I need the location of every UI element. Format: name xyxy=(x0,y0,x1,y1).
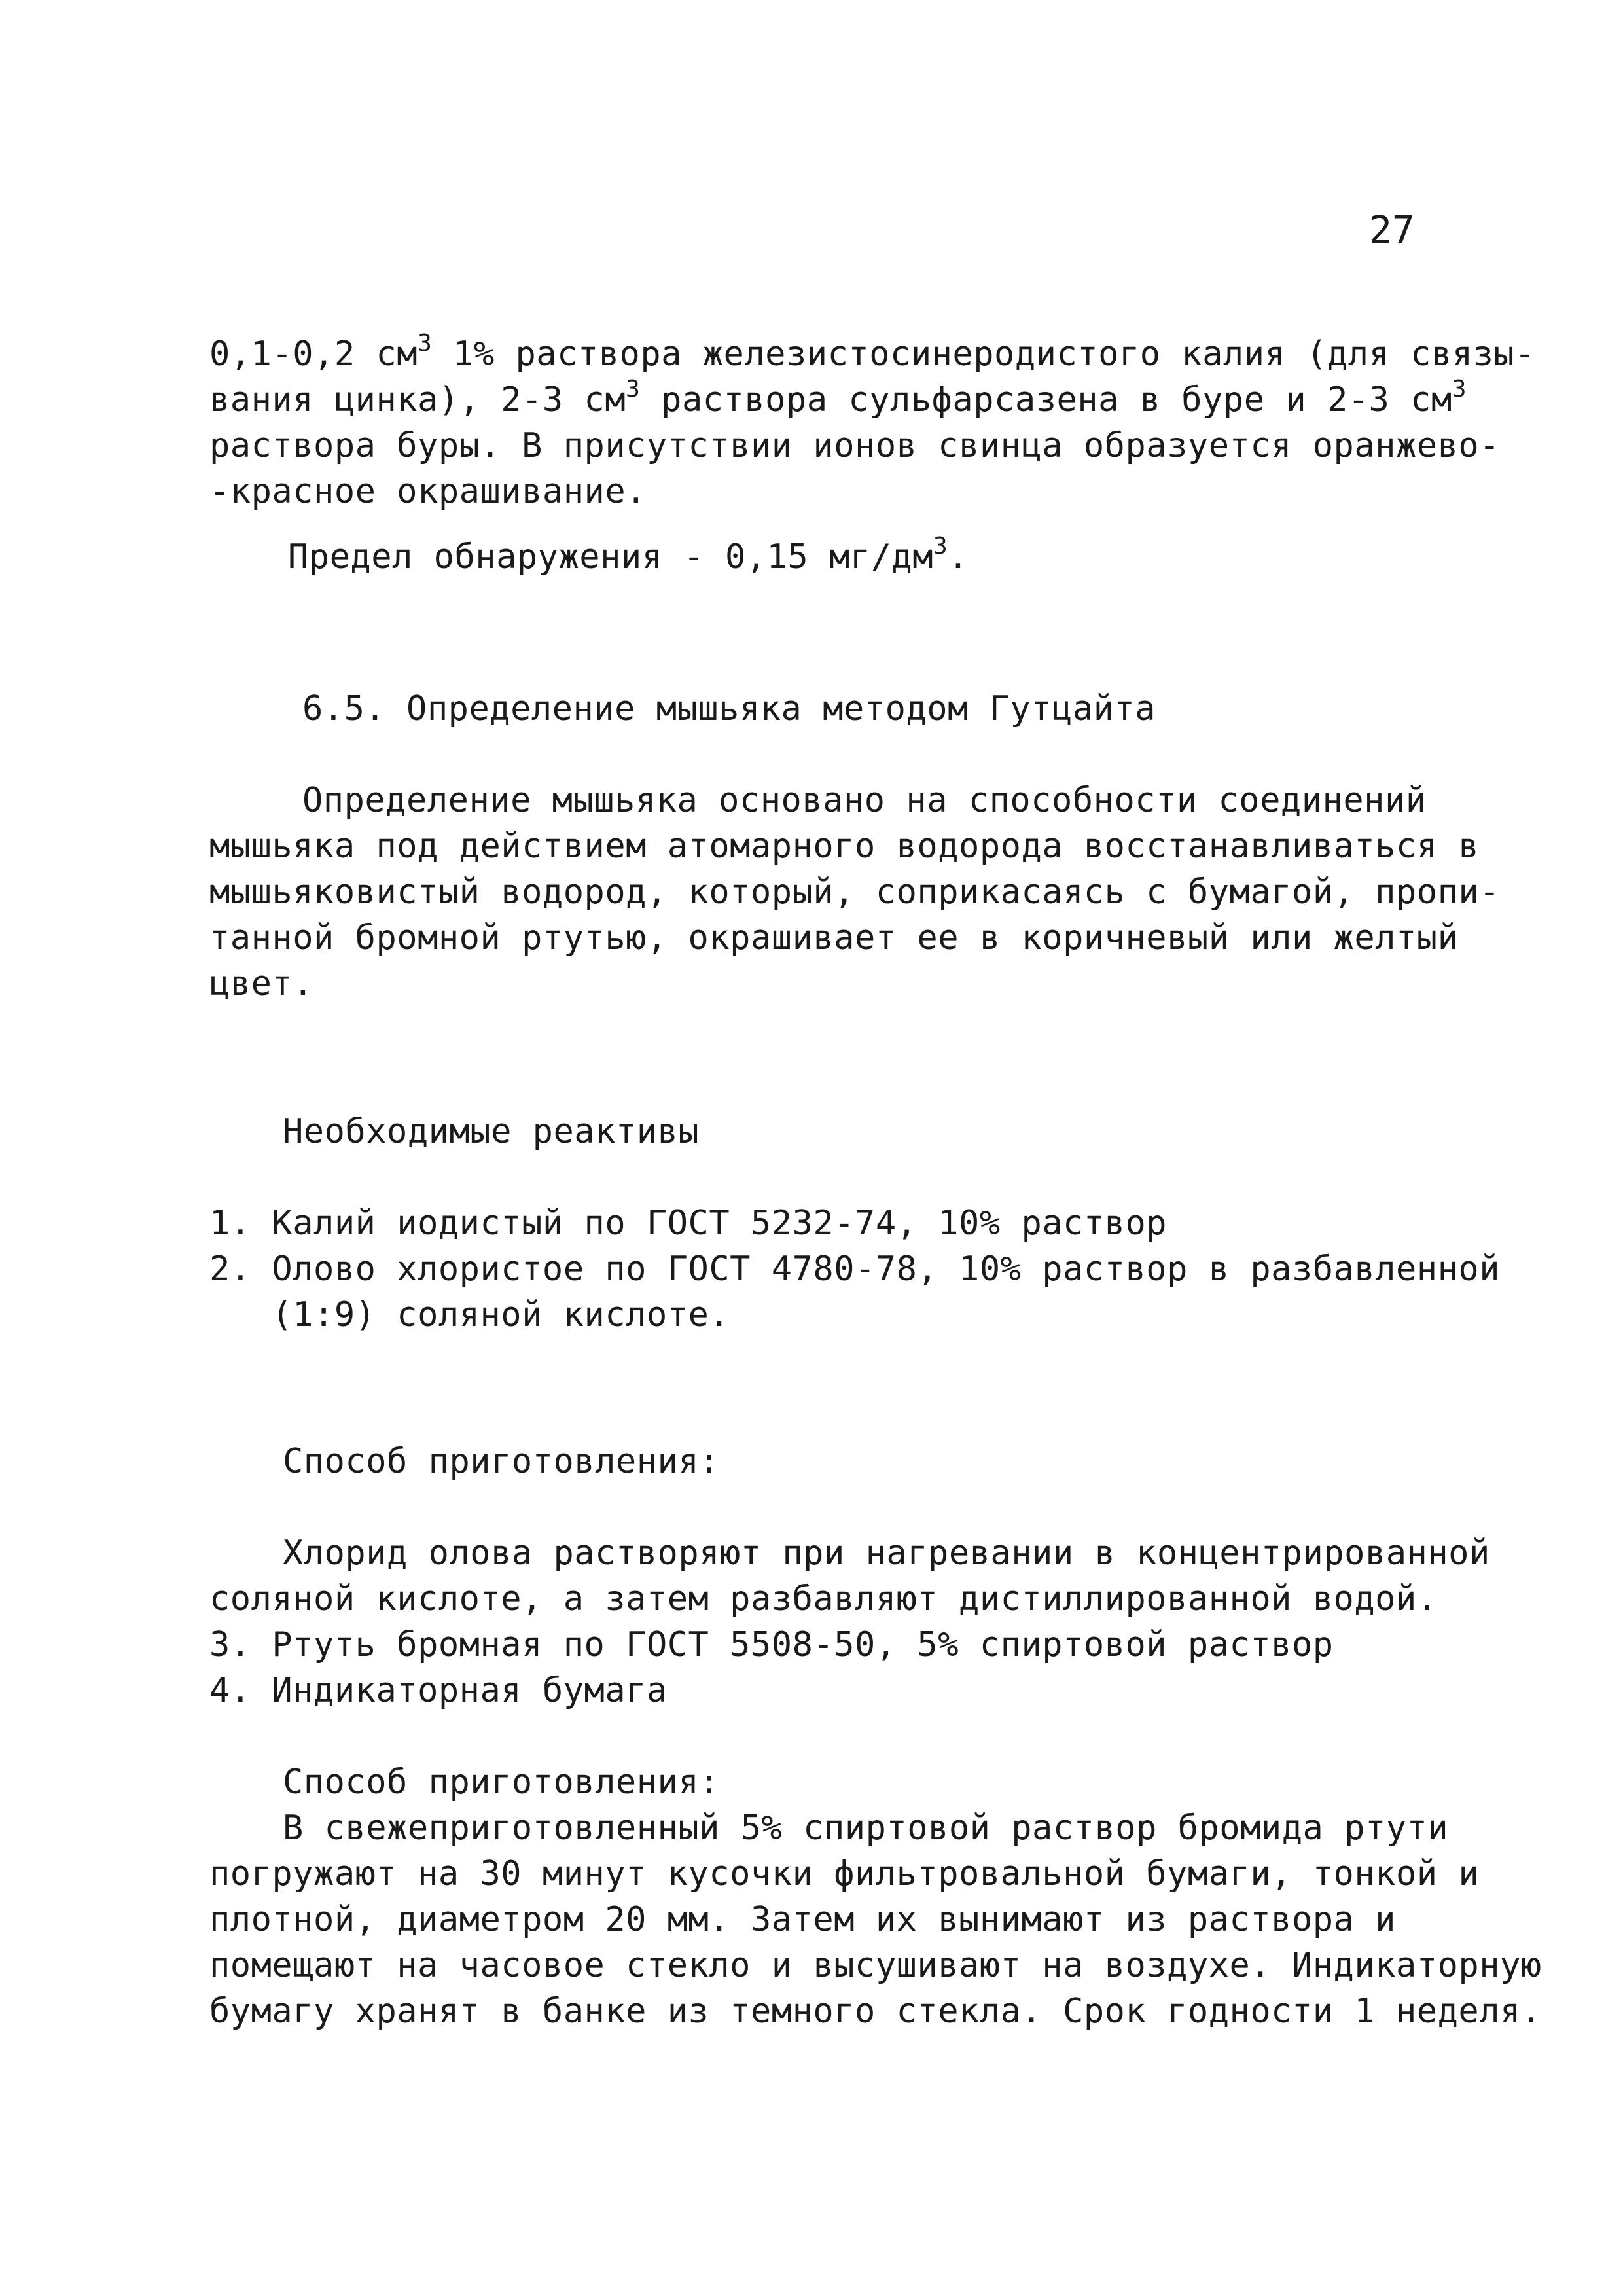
paragraph-line: В свежеприготовленный 5% спиртовой раствор бромида ртути xyxy=(283,1808,1449,1848)
list-item: (1:9) соляной кислоте. xyxy=(209,1295,730,1335)
preparation-heading: Способ приготовления: xyxy=(283,1763,720,1802)
paragraph-line: бумагу хранят в банке из темного стекла. Срок годности 1 неделя. xyxy=(209,1992,1542,2031)
paragraph-line: танной бромной ртутью, окрашивает ее в коричневый или желтый xyxy=(209,918,1459,958)
paragraph-line: -красное окрашивание. xyxy=(209,472,647,511)
paragraph-line: цвет. xyxy=(209,964,314,1003)
paragraph-line: мышьяковистый водород, который, соприкасаясь с бумагой, пропи- xyxy=(209,872,1501,912)
list-item: 4. Индикаторная бумага xyxy=(209,1671,668,1710)
reagents-heading: Необходимые реактивы xyxy=(283,1112,700,1151)
paragraph-line: Определение мышьяка основано на способности соединений xyxy=(302,781,1427,820)
list-item: 3. Ртуть бромная по ГОСТ 5508-50, 5% спиртовой раствор xyxy=(209,1625,1334,1664)
page-number: 27 xyxy=(1369,207,1415,252)
paragraph-line: соляной кислоте, а затем разбавляют дистиллированной водой. xyxy=(209,1579,1438,1619)
paragraph-line: плотной, диаметром 20 мм. Затем их вынимают из раствора и xyxy=(209,1900,1396,1939)
paragraph-line: вания цинка), 2-3 $см^3$ раствора сульфарсазена в буре и 2-3 $см^3$ xyxy=(209,376,1467,420)
paragraph-line: помещают на часовое стекло и высушивают на воздухе. Индикаторную xyxy=(209,1946,1542,1985)
list-item: 2. Олово хлористое по ГОСТ 4780-78, 10% раствор в разбавленной xyxy=(209,1249,1501,1289)
paragraph-line: раствора буры. В присутствии ионов свинца образуется оранжево- xyxy=(209,426,1501,465)
paragraph-line: погружают на 30 минут кусочки фильтровальной бумаги, тонкой и xyxy=(209,1854,1480,1893)
preparation-heading: Способ приготовления: xyxy=(283,1442,720,1481)
paragraph-line: 0,1-0,2 $см^3$ 1% раствора железистосинеродистого калия (для связы- xyxy=(209,330,1536,374)
list-item: 1. Калий иодистый по ГОСТ 5232-74, 10% раствор xyxy=(209,1204,1168,1243)
paragraph-line: мышьяка под действием атомарного водорода восстанавливаться в xyxy=(209,827,1480,866)
paragraph-line: Хлорид олова растворяют при нагревании в концентрированной xyxy=(283,1534,1490,1573)
section-heading: 6.5. Определение мышьяка методом Гутцайта xyxy=(302,689,1156,728)
detection-limit: Предел обнаружения - 0,15 $мг/дм^3$. xyxy=(288,533,969,577)
